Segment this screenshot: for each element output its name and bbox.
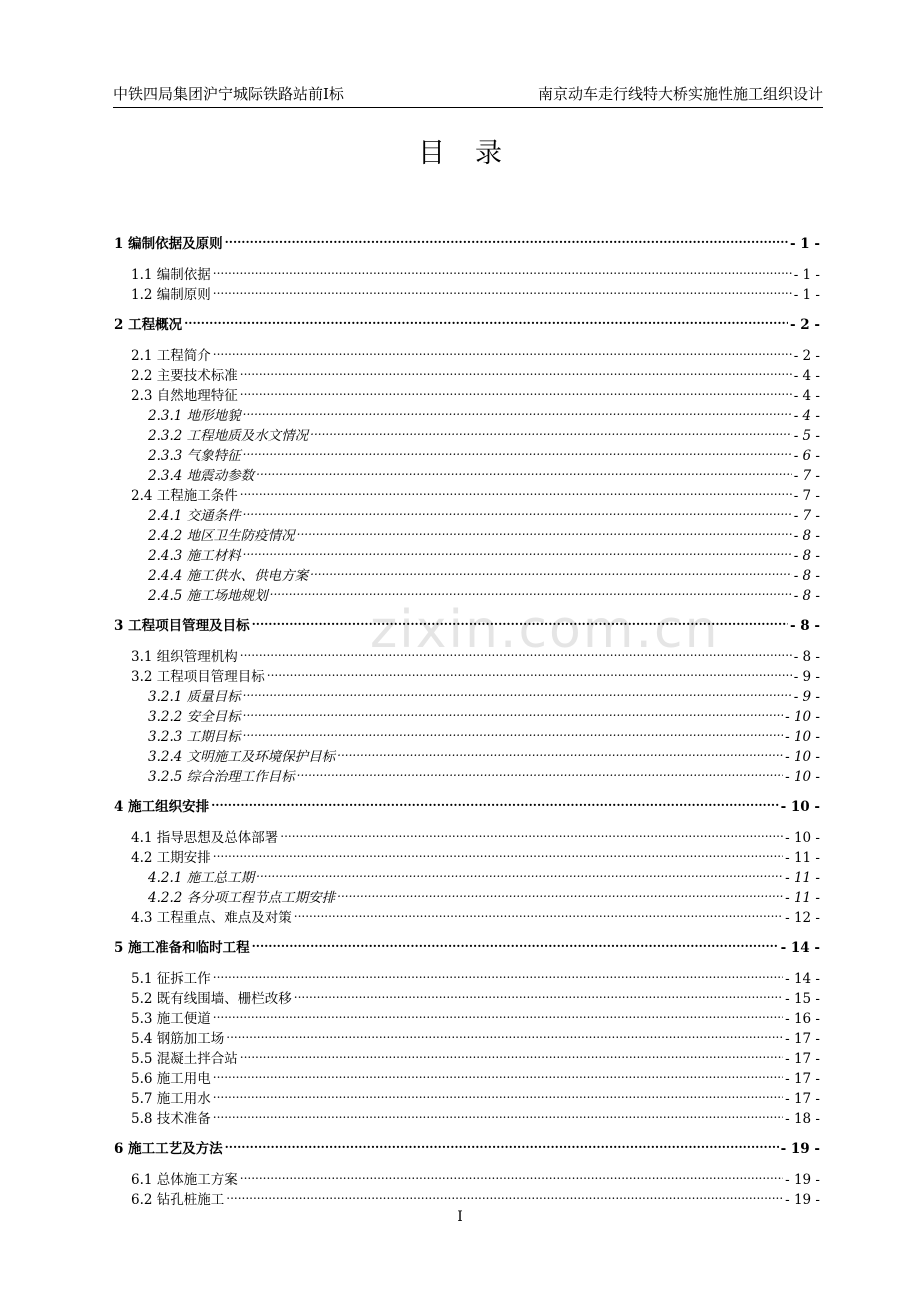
toc-dot-leader: [240, 641, 792, 661]
toc-entry-label: 6.1 总体施工方案: [131, 1172, 238, 1188]
toc-dot-leader: [310, 560, 792, 580]
toc-entry[interactable]: [114, 641, 820, 665]
page-header: [113, 84, 823, 108]
toc-entry[interactable]: [114, 560, 820, 584]
toc-entry-label: 1 编制依据及原则: [114, 236, 223, 252]
toc-dot-leader: [243, 500, 792, 520]
toc-entry-label: 6.2 钻孔桩施工: [131, 1192, 225, 1208]
toc-entry-label: 2.3.3 气象特征: [148, 448, 241, 464]
toc-entry-label: 2.3 自然地理特征: [131, 388, 238, 404]
toc-entry-label: 4.1 指导思想及总体部署: [131, 830, 279, 846]
toc-entry[interactable]: [114, 862, 820, 886]
toc-entry[interactable]: [114, 460, 820, 484]
toc-entry-label: 5.4 钢筋加工场: [131, 1031, 225, 1047]
toc-entry-page: - 11 -: [785, 850, 820, 866]
toc-dot-leader: [280, 822, 783, 842]
toc-dot-leader: [252, 610, 788, 630]
toc-entry-label: 2.4.2 地区卫生防疫情况: [148, 528, 295, 544]
toc-entry-page: - 14 -: [780, 940, 820, 956]
page-footer: [0, 1209, 920, 1225]
toc-entry-label: 5.6 施工用电: [131, 1071, 211, 1087]
toc-dot-leader: [184, 309, 788, 329]
toc-dot-leader: [213, 279, 792, 299]
toc-entry-page: - 17 -: [785, 1091, 820, 1107]
toc-entry-page: - 19 -: [785, 1192, 820, 1208]
toc-entry[interactable]: [114, 1043, 820, 1067]
toc-dot-leader: [240, 480, 792, 500]
page-number: I: [457, 1209, 463, 1225]
toc-entry-label: 2.2 主要技术标准: [131, 368, 238, 384]
toc-entry-page: - 8 -: [793, 548, 820, 564]
toc-entry-page: - 16 -: [785, 1011, 820, 1027]
toc-entry[interactable]: [114, 741, 820, 765]
toc-entry-label: 3.2.5 综合治理工作目标: [148, 769, 295, 785]
toc-entry-label: 3.2.3 工期目标: [148, 729, 241, 745]
toc-dot-leader: [226, 1023, 783, 1043]
toc-entry[interactable]: [114, 309, 820, 333]
toc-entry-label: 2.4.4 施工供水、供电方案: [148, 568, 309, 584]
toc-dot-leader: [213, 1083, 783, 1103]
toc-entry-label: 3.2.2 安全目标: [148, 709, 241, 725]
toc-entry[interactable]: [114, 932, 820, 956]
toc-entry[interactable]: [114, 279, 820, 303]
toc-entry-label: 5.7 施工用水: [131, 1091, 211, 1107]
toc-entry-page: - 8 -: [793, 568, 820, 584]
toc-entry-page: - 2 -: [793, 348, 820, 364]
toc-entry-page: - 6 -: [793, 448, 820, 464]
toc-entry-page: - 18 -: [785, 1111, 820, 1127]
toc-entry-page: - 8 -: [793, 649, 820, 665]
toc-entry-label: 3.1 组织管理机构: [131, 649, 238, 665]
toc-entry[interactable]: [114, 259, 820, 283]
toc-dot-leader: [213, 1103, 783, 1123]
toc-entry-page: - 4 -: [793, 388, 820, 404]
toc-entry-label: 1.2 编制原则: [131, 287, 211, 303]
toc-entry[interactable]: [114, 983, 820, 1007]
toc-entry[interactable]: [114, 520, 820, 544]
toc-entry[interactable]: [114, 842, 820, 866]
toc-entry-label: 4.2.1 施工总工期: [148, 870, 255, 886]
toc-entry[interactable]: [114, 963, 820, 987]
toc-dot-leader: [240, 1043, 783, 1063]
toc-entry-page: - 10 -: [785, 749, 820, 765]
toc-entry-label: 2.4.5 施工场地规划: [148, 588, 268, 604]
toc-entry-page: - 8 -: [793, 528, 820, 544]
toc-entry-page: - 10 -: [780, 799, 820, 815]
toc-entry[interactable]: [114, 681, 820, 705]
toc-dot-leader: [213, 340, 792, 360]
toc-entry-label: 5.3 施工便道: [131, 1011, 211, 1027]
toc-entry-page: - 12 -: [785, 910, 820, 926]
toc-entry-label: 4 施工组织安排: [114, 799, 210, 815]
toc-dot-leader: [256, 460, 792, 480]
toc-entry-page: - 11 -: [785, 870, 820, 886]
watermark: zixin.com.cn: [370, 600, 720, 660]
toc-dot-leader: [213, 1063, 783, 1083]
toc-entry-page: - 5 -: [793, 428, 820, 444]
toc-entry-page: - 17 -: [785, 1051, 820, 1067]
toc-entry[interactable]: [114, 791, 820, 815]
toc-entry-page: - 7 -: [793, 488, 820, 504]
toc-entry[interactable]: [114, 228, 820, 252]
toc-dot-leader: [213, 842, 783, 862]
toc-entry-page: - 2 -: [790, 317, 820, 333]
toc-entry-label: 1.1 编制依据: [131, 267, 211, 283]
toc-dot-leader: [337, 882, 783, 902]
toc-dot-leader: [243, 400, 792, 420]
toc-entry[interactable]: [114, 380, 820, 404]
toc-entry-label: 5.2 既有线围墙、栅栏改移: [131, 991, 292, 1007]
toc-entry-label: 3.2.4 文明施工及环境保护目标: [148, 749, 336, 765]
toc-entry[interactable]: [114, 1083, 820, 1107]
toc-entry[interactable]: [114, 360, 820, 384]
toc-entry-page: - 10 -: [785, 830, 820, 846]
toc-entry-page: - 17 -: [785, 1071, 820, 1087]
toc-dot-leader: [240, 1164, 783, 1184]
toc-entry-label: 3 工程项目管理及目标: [114, 618, 250, 634]
toc-dot-leader: [337, 741, 783, 761]
toc-dot-leader: [270, 580, 792, 600]
toc-entry-page: - 15 -: [785, 991, 820, 1007]
toc-dot-leader: [213, 259, 792, 279]
toc-entry[interactable]: [114, 661, 820, 685]
toc-entry[interactable]: [114, 480, 820, 504]
toc-dot-leader: [252, 932, 779, 952]
toc-dot-leader: [243, 440, 792, 460]
toc-entry[interactable]: [114, 822, 820, 846]
toc-entry[interactable]: [114, 400, 820, 424]
toc-entry[interactable]: [114, 721, 820, 745]
toc-dot-leader: [297, 761, 783, 781]
toc-entry[interactable]: [114, 1023, 820, 1047]
toc-entry[interactable]: [114, 500, 820, 524]
toc-entry-label: 3.2.1 质量目标: [148, 689, 241, 705]
toc-entry-label: 5 施工准备和临时工程: [114, 940, 250, 956]
toc-entry[interactable]: [114, 1133, 820, 1157]
toc-entry-page: - 17 -: [785, 1031, 820, 1047]
toc-dot-leader: [297, 520, 792, 540]
toc-title: 目录: [418, 138, 532, 169]
toc-entry-label: 4.3 工程重点、难点及对策: [131, 910, 292, 926]
toc-entry-label: 4.2 工期安排: [131, 850, 211, 866]
toc-entry[interactable]: [114, 1184, 820, 1208]
toc-entry-label: 2.4.3 施工材料: [148, 548, 241, 564]
toc-dot-leader: [240, 360, 792, 380]
toc-entry-page: - 4 -: [793, 408, 820, 424]
toc-entry[interactable]: [114, 340, 820, 364]
toc-entry[interactable]: [114, 440, 820, 464]
toc-dot-leader: [256, 862, 783, 882]
toc-entry-label: 3.2 工程项目管理目标: [131, 669, 265, 685]
toc-entry-page: - 7 -: [793, 468, 820, 484]
toc-dot-leader: [243, 701, 783, 721]
toc-entry[interactable]: [114, 761, 820, 785]
toc-entry[interactable]: [114, 1063, 820, 1087]
toc-entry-label: 2.3.1 地形地貌: [148, 408, 241, 424]
toc-entry-page: - 7 -: [793, 508, 820, 524]
toc-entry-page: - 9 -: [793, 669, 820, 685]
toc-dot-leader: [240, 380, 792, 400]
toc-entry-page: - 1 -: [790, 236, 820, 252]
toc-entry-page: - 14 -: [785, 971, 820, 987]
toc-dot-leader: [213, 1003, 783, 1023]
toc-entry-page: - 19 -: [785, 1172, 820, 1188]
toc-entry[interactable]: [114, 610, 820, 634]
toc-entry-label: 5.5 混凝土拌合站: [131, 1051, 238, 1067]
toc-dot-leader: [225, 1133, 779, 1153]
toc-dot-leader: [211, 791, 779, 811]
toc-entry-page: - 9 -: [793, 689, 820, 705]
toc-dot-leader: [243, 540, 792, 560]
toc-entry[interactable]: [114, 1164, 820, 1188]
toc-entry-label: 2.4.1 交通条件: [148, 508, 241, 524]
toc-entry[interactable]: [114, 1003, 820, 1027]
toc-dot-leader: [243, 721, 783, 741]
toc-entry-label: 5.8 技术准备: [131, 1111, 211, 1127]
toc-entry-page: - 1 -: [793, 267, 820, 283]
header-left-text: 中铁四局集团沪宁城际铁路站前Ⅰ标: [113, 85, 344, 103]
toc-dot-leader: [213, 963, 783, 983]
toc-entry-label: 4.2.2 各分项工程节点工期安排: [148, 890, 336, 906]
toc-entry-page: - 8 -: [793, 588, 820, 604]
toc-dot-leader: [225, 228, 788, 248]
toc-dot-leader: [310, 420, 792, 440]
toc-entry-label: 5.1 征拆工作: [131, 971, 211, 987]
toc-entry[interactable]: [114, 882, 820, 906]
toc-entry-page: - 10 -: [785, 709, 820, 725]
toc-entry-page: - 11 -: [785, 890, 820, 906]
toc-entry[interactable]: [114, 540, 820, 564]
toc-entry-page: - 4 -: [793, 368, 820, 384]
toc-entry-page: - 8 -: [790, 618, 820, 634]
toc-entry-page: - 19 -: [780, 1141, 820, 1157]
toc-entry-page: - 10 -: [785, 769, 820, 785]
toc-entry-label: 2.3.4 地震动参数: [148, 468, 255, 484]
toc-dot-leader: [267, 661, 792, 681]
toc-entry-page: - 10 -: [785, 729, 820, 745]
toc-entry[interactable]: [114, 902, 820, 926]
toc-entry-label: 2.3.2 工程地质及水文情况: [148, 428, 309, 444]
toc-dot-leader: [243, 681, 792, 701]
toc-entry-label: 2 工程概况: [114, 317, 183, 333]
toc-entry[interactable]: [114, 701, 820, 725]
toc-entry-label: 6 施工工艺及方法: [114, 1141, 223, 1157]
header-right-text: 南京动车走行线特大桥实施性施工组织设计: [537, 85, 823, 103]
toc-entry-label: 2.1 工程简介: [131, 348, 211, 364]
toc-dot-leader: [294, 902, 783, 922]
toc-entry[interactable]: [114, 1103, 820, 1127]
toc-dot-leader: [226, 1184, 783, 1204]
toc-dot-leader: [294, 983, 783, 1003]
toc-entry-page: - 1 -: [793, 287, 820, 303]
toc-entry-label: 2.4 工程施工条件: [131, 488, 238, 504]
toc-entry[interactable]: [114, 420, 820, 444]
toc-entry[interactable]: [114, 580, 820, 604]
